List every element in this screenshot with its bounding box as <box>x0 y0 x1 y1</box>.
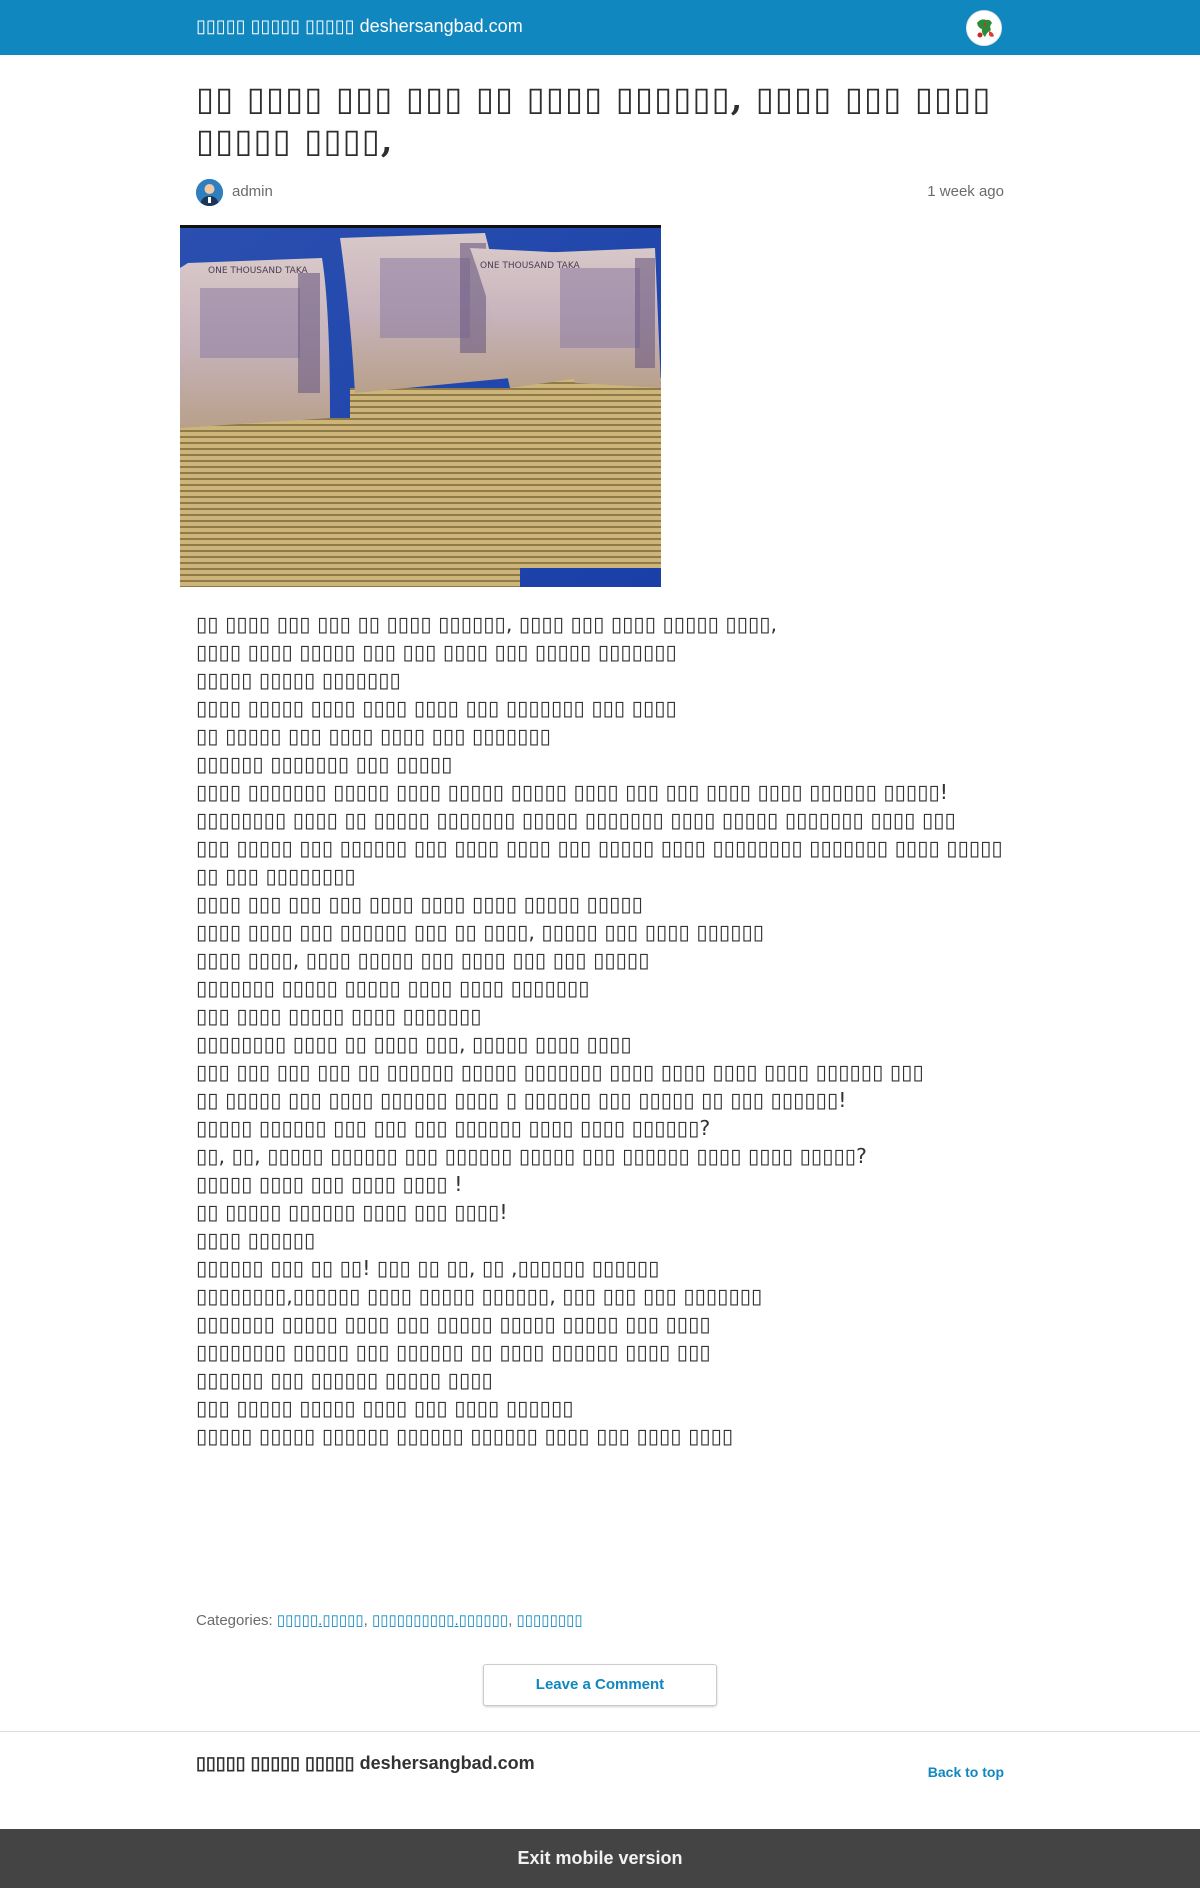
content-paragraph: ▯▯▯▯▯▯ ▯▯▯ ▯▯▯▯▯▯ ▯▯▯▯▯ ▯▯▯▯ <box>196 1368 493 1392</box>
content-paragraph: ▯▯▯ ▯▯▯▯▯ ▯▯▯ ▯▯▯▯▯▯ ▯▯▯ ▯▯▯▯ ▯▯▯▯ ▯▯▯ ▯▯▯▯▯ ▯▯▯▯ ▯▯▯▯▯▯▯▯ ▯▯▯▯▯▯▯ ▯▯▯▯ ▯▯▯▯▯ ▯▯ ▯▯▯ ▯▯▯▯▯▯▯▯ <box>196 836 1003 888</box>
globe-logo-icon[interactable] <box>966 10 1002 46</box>
content-paragraph: ▯▯▯▯ ▯▯▯▯▯ ▯▯▯▯ ▯▯▯▯ ▯▯▯▯ ▯▯▯ ▯▯▯▯▯▯▯ ▯▯▯ ▯▯▯▯ <box>196 696 677 720</box>
content-paragraph: ▯▯ ▯▯▯▯ ▯▯▯ ▯▯▯ ▯▯ ▯▯▯▯ ▯▯▯▯▯▯, ▯▯▯▯ ▯▯▯ ▯▯▯▯ ▯▯▯▯▯ ▯▯▯▯, <box>196 612 778 636</box>
content-paragraph: ▯▯▯▯▯ ▯▯▯▯ ▯▯▯ ▯▯▯▯ ▯▯▯▯ ! <box>196 1172 463 1196</box>
content-paragraph: ▯▯▯▯ ▯▯▯ ▯▯▯ ▯▯▯ ▯▯▯▯ ▯▯▯▯ ▯▯▯▯ ▯▯▯▯▯ ▯▯▯▯▯ <box>196 892 643 916</box>
footer-site-title[interactable]: ▯▯▯▯▯ ▯▯▯▯▯ ▯▯▯▯▯ deshersangbad.com <box>196 1753 535 1773</box>
svg-text:ONE THOUSAND TAKA: ONE THOUSAND TAKA <box>208 266 308 276</box>
post-title: ▯▯ ▯▯▯▯ ▯▯▯ ▯▯▯ ▯▯ ▯▯▯▯ ▯▯▯▯▯▯, ▯▯▯▯ ▯▯▯ ▯▯▯▯ ▯▯▯▯▯ ▯▯▯▯, <box>196 79 992 160</box>
post-content <box>196 610 1006 1450</box>
content-paragraph: ▯▯▯▯▯ ▯▯▯▯▯ ▯▯▯▯▯▯ ▯▯▯▯▯▯ ▯▯▯▯▯▯ ▯▯▯▯ ▯▯▯ ▯▯▯▯ ▯▯▯▯ <box>196 1424 734 1448</box>
author-avatar[interactable] <box>196 179 223 206</box>
featured-image <box>180 225 661 587</box>
svg-text:ONE THOUSAND TAKA: ONE THOUSAND TAKA <box>480 261 580 271</box>
content-paragraph: ▯▯▯ ▯▯▯▯▯ ▯▯▯▯▯ ▯▯▯▯ ▯▯▯ ▯▯▯▯ ▯▯▯▯▯▯ <box>196 1396 574 1420</box>
content-paragraph: ▯▯▯▯ ▯▯▯▯▯▯▯ ▯▯▯▯▯ ▯▯▯▯ ▯▯▯▯▯ ▯▯▯▯▯ ▯▯▯▯ ▯▯▯ ▯▯▯ ▯▯▯▯ ▯▯▯▯ ▯▯▯▯▯▯ ▯▯▯▯▯! <box>196 780 948 804</box>
category-link[interactable]: ▯▯▯▯▯.▯▯▯▯▯ <box>276 1612 364 1629</box>
content-paragraph: ▯▯▯▯▯▯▯▯,▯▯▯▯▯▯ ▯▯▯▯ ▯▯▯▯▯ ▯▯▯▯▯▯, ▯▯▯ ▯▯▯ ▯▯▯ ▯▯▯▯▯▯▯ <box>196 1284 763 1308</box>
content-paragraph: ▯▯▯▯▯▯▯▯ ▯▯▯▯▯ ▯▯▯ ▯▯▯▯▯▯ ▯▯ ▯▯▯▯ ▯▯▯▯▯▯ ▯▯▯▯ ▯▯▯ <box>196 1340 711 1364</box>
post-date: 1 week ago <box>927 183 1004 200</box>
site-header <box>0 0 1200 55</box>
content-paragraph: ▯▯, ▯▯, ▯▯▯▯▯ ▯▯▯▯▯▯ ▯▯▯ ▯▯▯▯▯▯ ▯▯▯▯▯ ▯▯▯ ▯▯▯▯▯▯ ▯▯▯▯ ▯▯▯▯ ▯▯▯▯▯? <box>196 1144 867 1168</box>
content-paragraph: ▯▯▯▯▯ ▯▯▯▯▯▯ ▯▯▯ ▯▯▯ ▯▯▯ ▯▯▯▯▯▯ ▯▯▯▯ ▯▯▯▯ ▯▯▯▯▯▯? <box>196 1116 711 1140</box>
content-paragraph: ▯▯▯ ▯▯▯ ▯▯▯ ▯▯▯ ▯▯ ▯▯▯▯▯▯ ▯▯▯▯▯ ▯▯▯▯▯▯▯ ▯▯▯▯ ▯▯▯▯ ▯▯▯▯ ▯▯▯▯ ▯▯▯▯▯▯ ▯▯▯ <box>196 1060 924 1084</box>
content-paragraph: ▯▯▯▯ ▯▯▯▯ ▯▯▯ ▯▯▯▯▯▯ ▯▯▯ ▯▯ ▯▯▯▯, ▯▯▯▯▯ ▯▯▯ ▯▯▯▯ ▯▯▯▯▯▯ <box>196 920 765 944</box>
content-paragraph: ▯▯▯▯▯ ▯▯▯▯▯ ▯▯▯▯▯▯▯ <box>196 668 401 692</box>
site-title-link[interactable]: ▯▯▯▯▯ ▯▯▯▯▯ ▯▯▯▯▯ deshersangbad.com <box>196 16 523 36</box>
content-paragraph: ▯▯▯▯▯▯ ▯▯▯▯▯▯▯ ▯▯▯ ▯▯▯▯▯ <box>196 752 453 776</box>
content-paragraph: ▯▯▯▯ ▯▯▯▯ ▯▯▯▯▯ ▯▯▯ ▯▯▯ ▯▯▯▯ ▯▯▯ ▯▯▯▯▯ ▯▯▯▯▯▯▯ <box>196 640 677 664</box>
content-paragraph: ▯▯▯▯▯▯▯▯ ▯▯▯▯ ▯▯ ▯▯▯▯▯ ▯▯▯▯▯▯▯ ▯▯▯▯▯ ▯▯▯▯▯▯▯ ▯▯▯▯ ▯▯▯▯▯ ▯▯▯▯▯▯▯ ▯▯▯▯ ▯▯▯ <box>196 808 956 832</box>
content-paragraph: ▯▯▯ ▯▯▯▯ ▯▯▯▯▯ ▯▯▯▯ ▯▯▯▯▯▯▯ <box>196 1004 482 1028</box>
content-paragraph: ▯▯ ▯▯▯▯▯ ▯▯▯ ▯▯▯▯ ▯▯▯▯ ▯▯▯ ▯▯▯▯▯▯▯ <box>196 724 551 748</box>
category-link[interactable]: ▯▯▯▯▯▯▯▯▯▯.▯▯▯▯▯▯ <box>371 1612 509 1629</box>
post-categories: Categories: ▯▯▯▯▯.▯▯▯▯▯, ▯▯▯▯▯▯▯▯▯▯.▯▯▯▯▯▯, ▯▯▯▯▯▯▯▯ <box>196 1612 583 1629</box>
content-paragraph: ▯▯▯▯▯▯ ▯▯▯ ▯▯ ▯▯! ▯▯▯ ▯▯ ▯▯, ▯▯ ,▯▯▯▯▯▯ ▯▯▯▯▯▯ <box>196 1256 660 1280</box>
content-paragraph: ▯▯▯▯ ▯▯▯▯▯▯ <box>196 1228 316 1252</box>
author-name[interactable]: admin <box>232 183 273 200</box>
categories-label: Categories: <box>196 1612 273 1629</box>
content-paragraph: ▯▯▯▯▯▯▯▯ ▯▯▯▯ ▯▯ ▯▯▯▯ ▯▯▯, ▯▯▯▯▯ ▯▯▯▯ ▯▯▯▯ <box>196 1032 632 1056</box>
leave-comment-button[interactable]: Leave a Comment <box>483 1664 717 1706</box>
content-paragraph: ▯▯▯▯▯▯▯ ▯▯▯▯▯ ▯▯▯▯▯ ▯▯▯▯ ▯▯▯▯ ▯▯▯▯▯▯▯ <box>196 976 590 1000</box>
back-to-top-link[interactable]: Back to top <box>927 1764 1004 1780</box>
content-paragraph: ▯▯ ▯▯▯▯▯ ▯▯▯▯▯▯ ▯▯▯▯ ▯▯▯ ▯▯▯▯! <box>196 1200 508 1224</box>
footer-divider <box>0 1731 1200 1732</box>
content-paragraph: ▯▯▯▯▯▯▯ ▯▯▯▯▯ ▯▯▯▯ ▯▯▯ ▯▯▯▯▯ ▯▯▯▯▯ ▯▯▯▯▯ ▯▯▯ ▯▯▯▯ <box>196 1312 711 1336</box>
content-paragraph: ▯▯▯▯ ▯▯▯▯, ▯▯▯▯ ▯▯▯▯▯ ▯▯▯ ▯▯▯▯ ▯▯▯ ▯▯▯ ▯▯▯▯▯ <box>196 948 650 972</box>
exit-mobile-version-button[interactable]: Exit mobile version <box>0 1829 1200 1888</box>
category-link[interactable]: ▯▯▯▯▯▯▯▯ <box>516 1612 583 1629</box>
content-paragraph: ▯▯ ▯▯▯▯▯ ▯▯▯ ▯▯▯▯ ▯▯▯▯▯▯ ▯▯▯▯ ▯ ▯▯▯▯▯▯ ▯▯▯ ▯▯▯▯▯ ▯▯ ▯▯▯ ▯▯▯▯▯▯! <box>196 1088 847 1112</box>
